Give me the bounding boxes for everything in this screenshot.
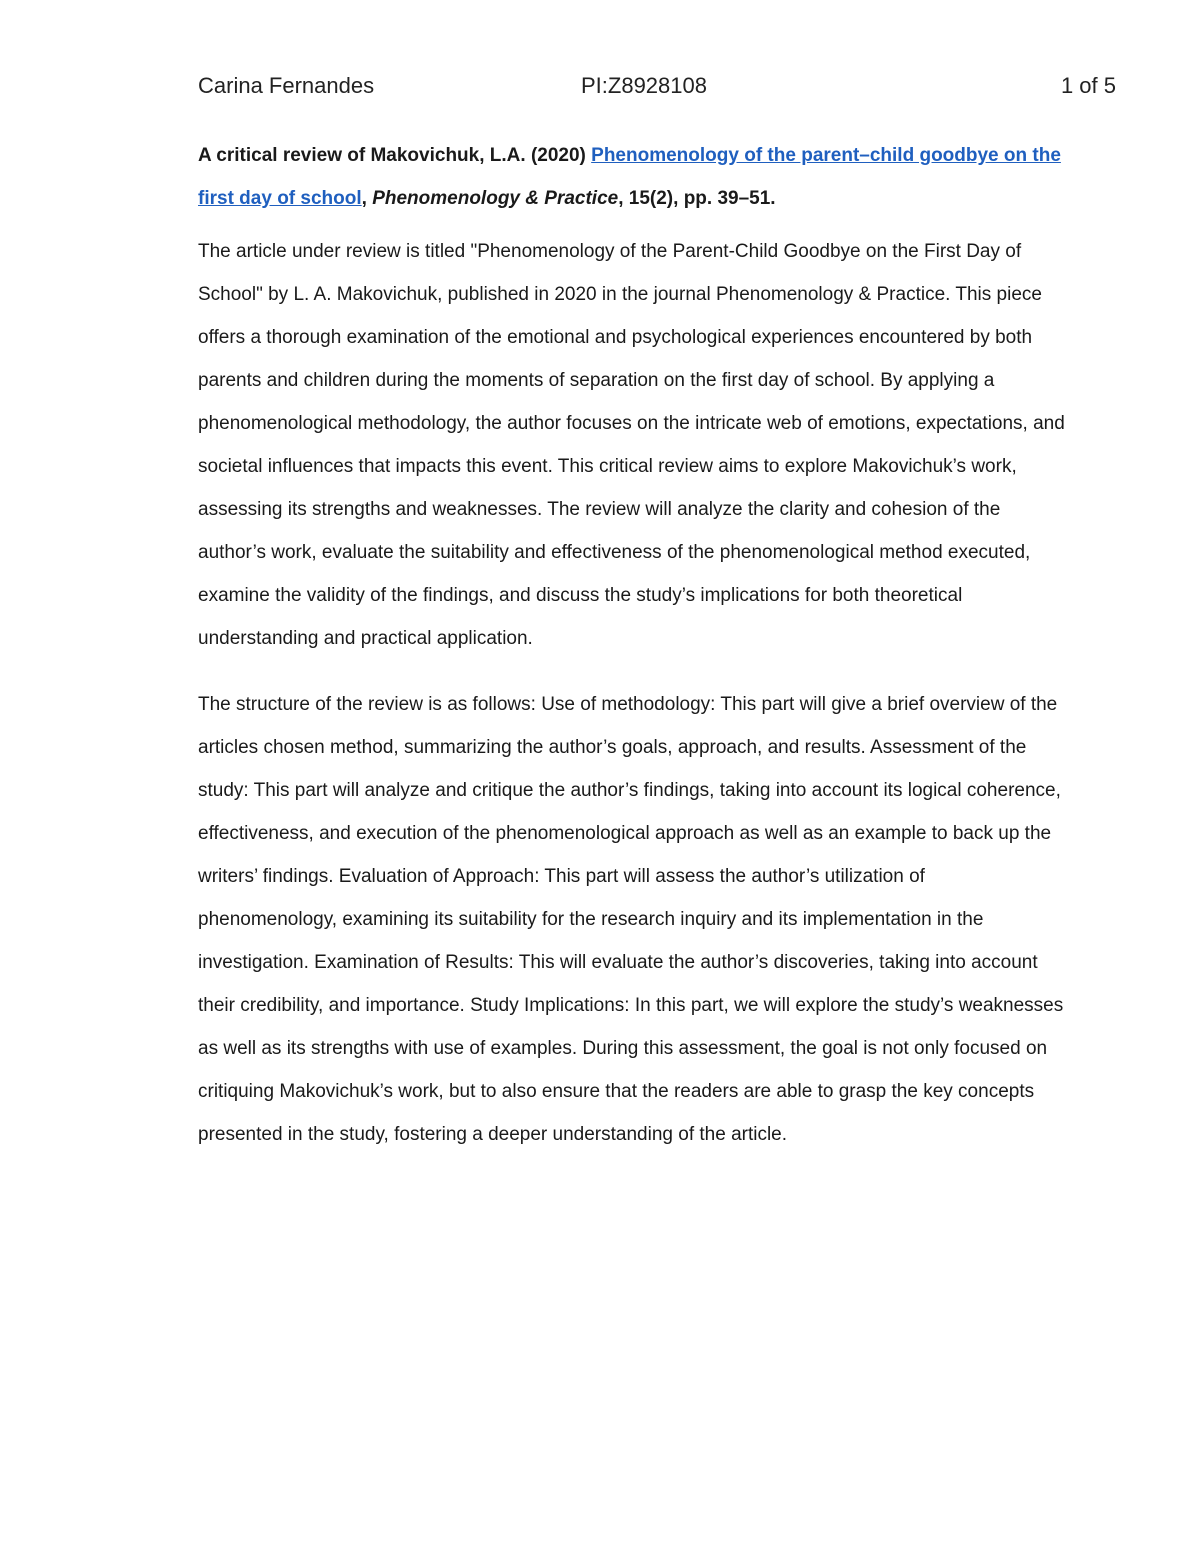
article-link[interactable]: Phenomenology of the parent–child goodbye on the first day of school xyxy=(198,145,1061,209)
title-prefix: A critical review of Makovichuk, L.A. (2020) xyxy=(198,145,592,166)
review-title xyxy=(198,134,1068,220)
title-comma: , xyxy=(361,188,373,209)
document-body xyxy=(198,134,1068,1179)
header-id: PI:Z8928108 xyxy=(581,73,707,98)
paragraph-introduction: The article under review is titled "Phenomenology of the Parent-Child Goodbye on the First Day of School" by L. A. Makovichuk, published in 2020 in the journal Phenomenology & Practice. This piece offers a thorough examination of the emotional and psychological experiences encountered by both parents and children during the moments of separation on the first day of school. By applying a phenomenological methodology, the author focuses on the intricate web of emotions, expectations, and societal influences that impacts this event. This critical review aims to explore Makovichuk’s work, assessing its strengths and weaknesses. The review will analyze the clarity and cohesion of the author’s work, evaluate the suitability and effectiveness of the phenomenological method executed, examine the validity of the findings, and discuss the study’s implications for both theoretical understanding and practical application. xyxy=(198,241,1065,649)
header-author: Carina Fernandes xyxy=(198,73,375,98)
page-header xyxy=(198,70,1116,102)
paragraph-structure: The structure of the review is as follows: Use of methodology: This part will give a brief overview of the articles chosen method, summarizing the author’s goals, approach, and results. Assessment of the study: This part will analyze and critique the author’s findings, taking into account its logical coherence, effectiveness, and execution of the phenomenological approach as well as an example to back up the writers’ findings. Evaluation of Approach: This part will assess the author’s utilization of phenomenology, examining its suitability for the research inquiry and its implementation in the investigation. Examination of Results: This will evaluate the author’s discoveries, taking into account their credibility, and importance. Study Implications: In this part, we will explore the study’s weaknesses as well as its strengths with use of examples. During this assessment, the goal is not only focused on critiquing Makovichuk’s work, but to also ensure that the readers are able to grasp the key concepts presented in the study, fostering a deeper understanding of the article. xyxy=(198,694,1064,1145)
journal-name: Phenomenology & Practice xyxy=(372,188,619,209)
title-suffix: , 15(2), pp. 39–51. xyxy=(618,188,776,209)
header-page-number: 1 of 5 xyxy=(1060,73,1116,98)
